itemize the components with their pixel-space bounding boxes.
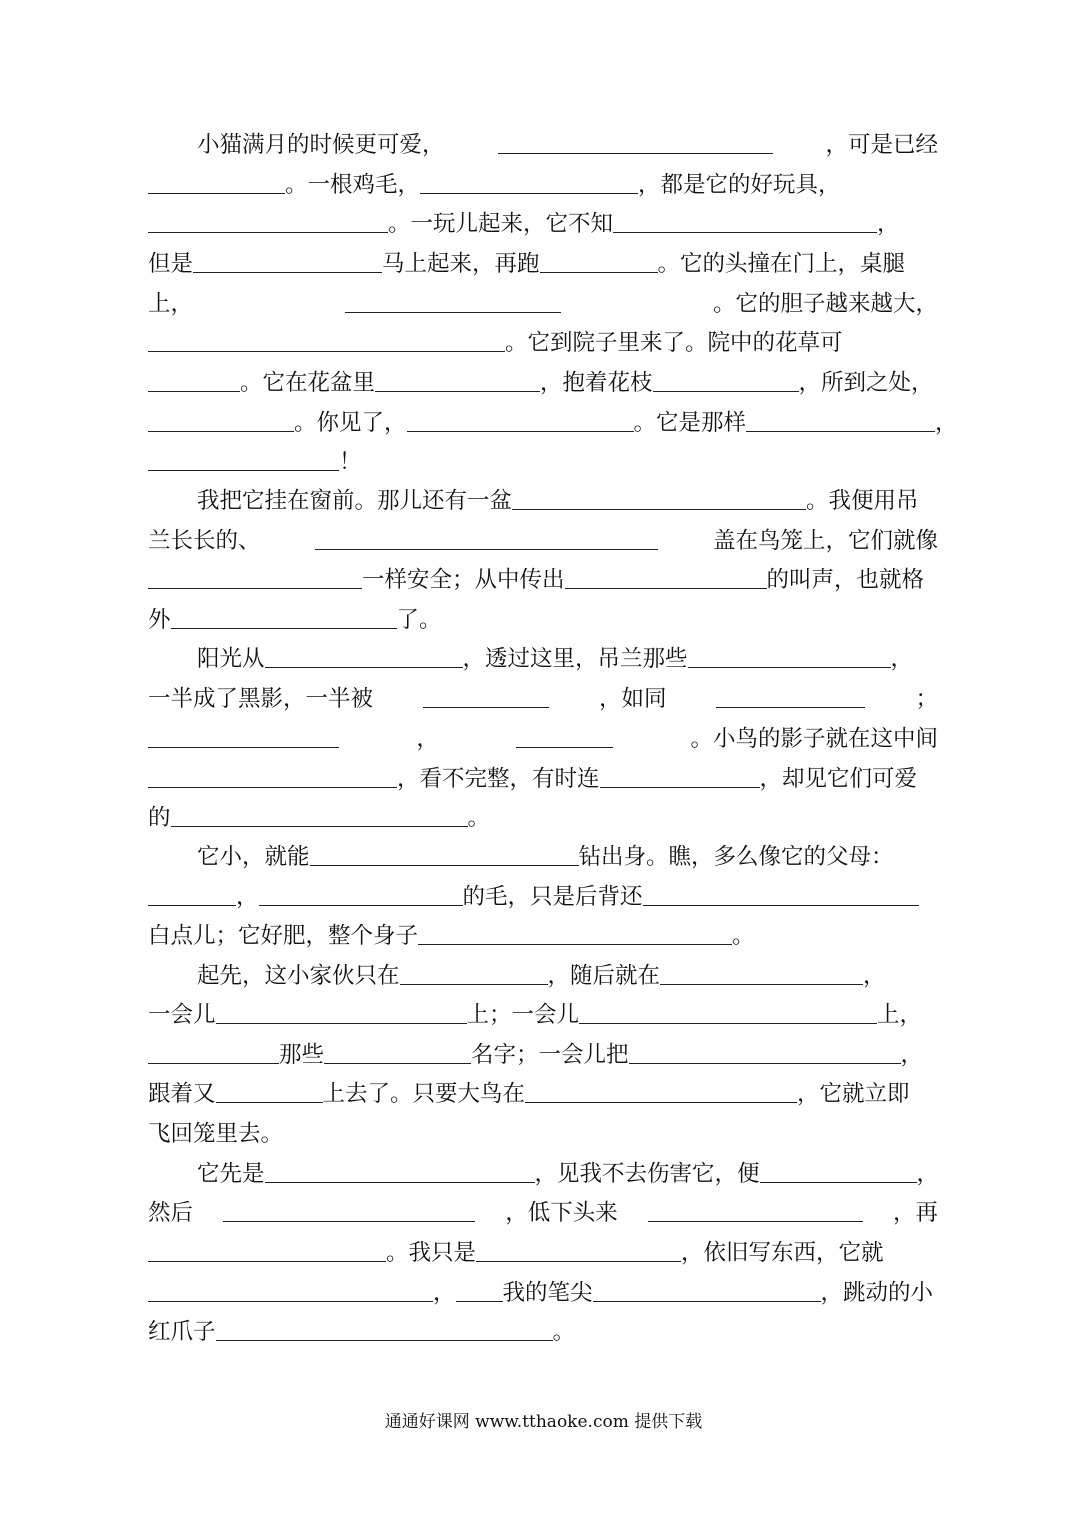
passage-line	[148, 281, 938, 321]
answer-blank[interactable]	[716, 706, 865, 708]
passage-text: ！	[339, 448, 362, 475]
answer-blank[interactable]	[148, 469, 339, 471]
passage-text: 一样安全；从中传出	[362, 566, 565, 593]
answer-blank[interactable]	[216, 1339, 553, 1341]
passage-text: 上，	[148, 290, 194, 317]
passage-text: 。我便用吊	[806, 487, 919, 514]
passage-text: 。	[467, 804, 491, 831]
answer-blank[interactable]	[760, 1181, 917, 1183]
answer-blank[interactable]	[653, 390, 799, 392]
passage-text: ，看不完整，有时连	[397, 765, 600, 792]
passage-text: ，见我不去伤害它，便	[534, 1160, 760, 1187]
answer-blank[interactable]	[310, 864, 579, 866]
answer-blank[interactable]	[265, 1181, 535, 1183]
passage-text: 。它的头撞在门上，桌腿	[657, 250, 906, 277]
passage-line	[148, 557, 938, 597]
passage-text: 。一根鸡毛，	[285, 171, 421, 198]
passage-text: 跟着又	[148, 1080, 216, 1107]
passage-line	[148, 400, 958, 440]
answer-blank[interactable]	[148, 1300, 433, 1302]
passage-line	[148, 201, 938, 241]
answer-blank[interactable]	[476, 1260, 681, 1262]
passage-text: ，	[433, 1279, 456, 1306]
answer-blank[interactable]	[216, 1101, 323, 1103]
passage-line	[148, 162, 938, 202]
passage-text: 了。	[396, 606, 442, 633]
passage-text: 那些	[279, 1041, 325, 1068]
answer-blank[interactable]	[148, 746, 339, 748]
answer-blank[interactable]	[148, 390, 240, 392]
passage-line	[148, 676, 938, 716]
passage-text: 然后	[148, 1199, 194, 1226]
answer-blank[interactable]	[688, 666, 891, 668]
passage-line	[148, 913, 938, 953]
passage-text: ，如同	[598, 685, 667, 712]
passage-text: ，所到之处，	[798, 369, 934, 396]
answer-blank[interactable]	[148, 1260, 386, 1262]
passage-line	[148, 360, 938, 400]
passage-text: 上，	[877, 1001, 923, 1028]
passage-text: 的叫声，也就格	[766, 566, 925, 593]
passage-line	[148, 1230, 938, 1270]
answer-blank[interactable]	[148, 587, 362, 589]
passage-line	[148, 1032, 938, 1072]
passage-text: ，低下头来	[505, 1199, 618, 1226]
passage-line	[148, 716, 938, 756]
passage-text: 兰长长的、	[148, 527, 261, 554]
passage-line	[148, 1071, 938, 1111]
passage-text: ，依旧写东西，它就	[681, 1239, 884, 1266]
passage-text: ，	[877, 210, 900, 237]
passage-line	[148, 1309, 938, 1349]
passage-line	[148, 756, 938, 796]
passage-text: 小猫满月的时候更可爱，	[197, 131, 445, 158]
answer-blank[interactable]	[223, 1220, 475, 1222]
passage-text: ，	[890, 645, 914, 672]
answer-blank[interactable]	[259, 904, 463, 906]
passage-text: ，	[863, 962, 886, 989]
passage-line	[148, 1111, 938, 1151]
answer-blank[interactable]	[148, 786, 397, 788]
answer-blank[interactable]	[148, 350, 505, 352]
answer-blank[interactable]	[171, 627, 397, 629]
answer-blank[interactable]	[423, 706, 549, 708]
passage-text: ，可是已经	[825, 131, 938, 158]
answer-blank[interactable]	[593, 1300, 821, 1302]
passage-line	[197, 478, 938, 518]
passage-text: 马上起来，再跑	[382, 250, 540, 277]
passage-text: 但是	[148, 250, 194, 277]
passage-text: ，随后就在	[547, 962, 661, 989]
passage-text: 它先是	[197, 1160, 265, 1187]
passage-text: ，	[935, 409, 958, 436]
passage-line	[148, 241, 938, 281]
passage-text: 。它是那样	[633, 409, 747, 436]
passage-text: ，	[900, 1041, 924, 1068]
answer-blank[interactable]	[193, 271, 382, 273]
passage-text: 。你见了，	[294, 409, 407, 436]
passage-text: 上去了。只要大鸟在	[322, 1080, 526, 1107]
passage-text: ，透过这里，吊兰那些	[462, 645, 688, 672]
passage-line	[148, 518, 938, 558]
passage-line	[197, 122, 938, 162]
passage-line	[197, 953, 938, 993]
passage-text: ，它就立即	[797, 1080, 910, 1107]
answer-blank[interactable]	[746, 430, 935, 432]
passage-text: 。我只是	[386, 1239, 477, 1266]
answer-blank[interactable]	[324, 1062, 471, 1064]
answer-blank[interactable]	[400, 983, 548, 985]
passage-text: 的	[148, 804, 171, 831]
passage-line	[197, 636, 938, 676]
answer-blank[interactable]	[418, 943, 732, 945]
answer-blank[interactable]	[265, 666, 463, 668]
passage-text: ，却见它们可爱	[759, 765, 918, 792]
passage-line	[148, 439, 938, 479]
answer-blank[interactable]	[600, 786, 760, 788]
passage-line	[148, 795, 938, 835]
passage-text: 。它到院子里来了。院中的花草可	[505, 329, 843, 356]
answer-blank[interactable]	[525, 1101, 797, 1103]
answer-blank[interactable]	[148, 192, 285, 194]
passage-text: ，	[236, 883, 259, 910]
passage-text: ，	[916, 1160, 940, 1187]
answer-blank[interactable]	[148, 231, 388, 233]
answer-blank[interactable]	[613, 231, 877, 233]
passage-text: 上；一会儿	[466, 1001, 580, 1028]
footer-credit: 通通好课网 www.tthaoke.com 提供下载	[384, 1412, 703, 1432]
passage-text: 的毛，只是后背还	[462, 883, 643, 910]
passage-text: 。一玩儿起来，它不知	[388, 210, 614, 237]
passage-line	[148, 320, 938, 360]
passage-text: 我把它挂在窗前。那儿还有一盆	[197, 487, 513, 514]
answer-blank[interactable]	[498, 152, 773, 154]
answer-blank[interactable]	[420, 192, 638, 194]
answer-blank[interactable]	[643, 904, 919, 906]
passage-text: 。小鸟的影子就在这中间	[690, 725, 938, 752]
passage-text: 起先，这小家伙只在	[197, 962, 400, 989]
passage-text: 外	[148, 606, 171, 633]
answer-blank[interactable]	[660, 983, 863, 985]
passage-line	[148, 874, 938, 914]
answer-blank[interactable]	[629, 1062, 901, 1064]
answer-blank[interactable]	[375, 390, 540, 392]
passage-line	[148, 992, 938, 1032]
answer-blank[interactable]	[315, 548, 658, 550]
passage-text: 一半成了黑影，一半被	[148, 685, 374, 712]
answer-blank[interactable]	[171, 825, 468, 827]
answer-blank[interactable]	[565, 587, 767, 589]
passage-text: 它小，就能	[197, 843, 310, 870]
answer-blank[interactable]	[512, 508, 806, 510]
passage-text: 盖在鸟笼上，它们就像	[712, 527, 938, 554]
passage-line	[197, 1151, 938, 1191]
passage-text: ，	[416, 725, 439, 752]
answer-blank[interactable]	[148, 1062, 279, 1064]
answer-blank[interactable]	[579, 1022, 877, 1024]
passage-text: 。它的胆子越来越大，	[712, 290, 938, 317]
passage-text: ；	[915, 685, 938, 712]
passage-line	[148, 1190, 938, 1230]
passage-text: ，跳动的小	[820, 1279, 934, 1306]
answer-blank[interactable]	[216, 1022, 467, 1024]
passage-text: ，抱着花枝	[540, 369, 653, 396]
passage-text: 。它在花盆里	[240, 369, 376, 396]
answer-blank[interactable]	[648, 1220, 863, 1222]
passage-line	[197, 834, 938, 874]
passage-text: 阳光从	[197, 645, 265, 672]
passage-text: ，再	[892, 1199, 938, 1226]
passage-text: ，都是它的好玩具，	[638, 171, 841, 198]
passage-text: 红爪子	[148, 1318, 216, 1345]
passage-text: 飞回笼里去。	[148, 1120, 284, 1147]
passage-line	[148, 1270, 938, 1310]
passage-text: 我的笔尖	[502, 1279, 593, 1306]
answer-blank[interactable]	[540, 271, 658, 273]
passage-text: 。	[732, 922, 755, 949]
answer-blank[interactable]	[345, 311, 561, 313]
passage-text: 白点儿；它好肥，整个身子	[148, 922, 419, 949]
passage-text: 一会儿	[148, 1001, 216, 1028]
passage-line	[148, 597, 938, 637]
answer-blank[interactable]	[456, 1300, 503, 1302]
answer-blank[interactable]	[148, 430, 294, 432]
answer-blank[interactable]	[148, 904, 236, 906]
answer-blank[interactable]	[407, 430, 634, 432]
passage-text: 名字；一会儿把	[471, 1041, 629, 1068]
passage-text: 钻出身。瞧，多么像它的父母：	[578, 843, 894, 870]
answer-blank[interactable]	[516, 746, 613, 748]
passage-text: 。	[552, 1318, 576, 1345]
